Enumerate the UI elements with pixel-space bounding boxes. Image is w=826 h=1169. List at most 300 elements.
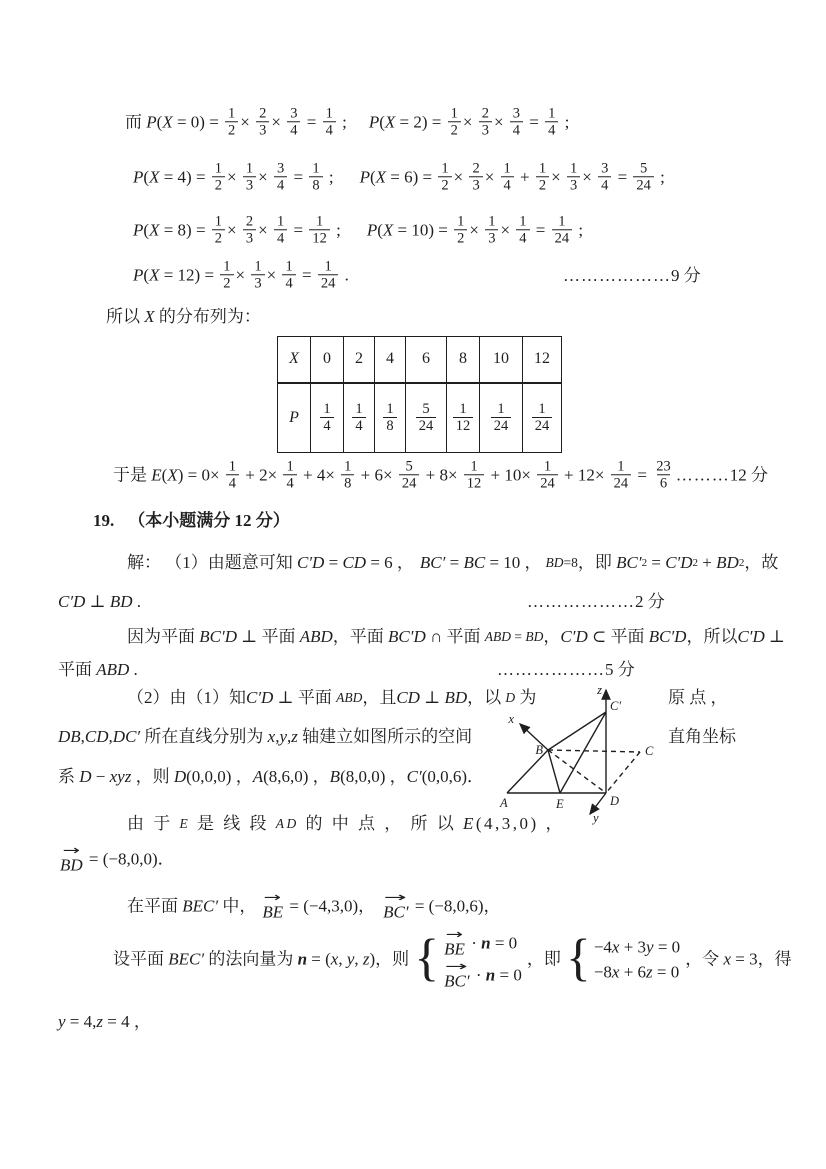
fraction-denominator: 3 (567, 177, 580, 194)
text-run: = (647, 552, 666, 572)
solution-2-line1-right (668, 688, 728, 708)
fraction-denominator: 24 (532, 417, 553, 434)
fraction-numerator: 1 (325, 105, 333, 122)
fraction-numerator: 1 (543, 458, 552, 475)
text-run: (8,6,0) ， (263, 766, 330, 786)
text-run: ( (161, 464, 168, 484)
fraction-denominator: 3 (243, 177, 256, 194)
text-run: , (80, 726, 85, 746)
text-run: + 12× (559, 464, 609, 484)
text-run: D (173, 766, 187, 786)
text-run: ，所以 (686, 626, 738, 646)
vector-base: BC′ (444, 971, 470, 991)
text-run: × (484, 166, 499, 186)
fraction-numerator: 1 (569, 160, 578, 177)
prob-line-x0-x2 (125, 105, 569, 138)
text-run: P (359, 166, 370, 186)
x-value-cell (406, 337, 447, 383)
p-value-cell (375, 383, 406, 453)
x-label: X (289, 350, 299, 368)
text-run: = 0 (490, 933, 518, 953)
fraction-numerator: 2 (245, 213, 254, 230)
diagram-label-y: y (593, 811, 599, 825)
score-5 (497, 660, 635, 680)
fraction-numerator: 2 (259, 105, 267, 122)
text-run: )，则 (369, 949, 410, 969)
text-run: + 6 (619, 962, 647, 982)
text-run: 2 分 (635, 591, 665, 611)
text-run: 19. (93, 510, 115, 530)
fraction-numerator: 5 (405, 458, 413, 475)
text-run: 而 (125, 111, 147, 131)
text-run: × (469, 219, 484, 239)
x-value: 12 (534, 350, 550, 368)
fraction (309, 213, 330, 246)
text-run: x (723, 949, 731, 969)
text-run: × (235, 264, 250, 284)
text-run: 5 分 (605, 659, 635, 679)
x-value: 10 (493, 350, 509, 368)
text-run: 在平面 (127, 896, 183, 916)
text-run: , (354, 949, 363, 969)
fraction-denominator: 2 (448, 122, 461, 139)
fraction (479, 105, 492, 138)
diagram-hidden-edge (548, 750, 606, 793)
text-run: P (133, 219, 144, 239)
solution-1-line3 (127, 627, 785, 647)
text-run: = 3，得 (730, 949, 792, 969)
text-run: ⊥ 平面 (236, 626, 300, 646)
fraction-denominator: 4 (283, 475, 296, 492)
text-run: ; (337, 111, 347, 131)
text-run: = (445, 552, 464, 572)
fraction-denominator: 4 (352, 417, 365, 434)
fraction-denominator: 4 (282, 275, 295, 292)
fraction (323, 105, 336, 138)
fraction (256, 105, 269, 138)
fraction-denominator: 4 (226, 475, 239, 492)
distribution-intro (106, 307, 261, 327)
text-run: = (289, 219, 308, 239)
diagram-hidden-edge (548, 750, 640, 752)
diagram-label-x: x (508, 712, 514, 726)
text-run: C′D (58, 591, 86, 611)
text-run: ⊥ (85, 591, 110, 611)
fraction-denominator: 4 (545, 122, 558, 139)
text-run: ABD (299, 626, 333, 646)
fraction-numerator: 1 (228, 105, 236, 122)
fraction-numerator: 1 (386, 401, 394, 418)
fraction (552, 213, 573, 246)
text-run: = 2) = (395, 111, 446, 131)
text-run: = (511, 628, 526, 644)
text-run: C′D (246, 687, 274, 707)
text-run: BC′D (648, 626, 687, 646)
prob-line-x8-x10 (133, 213, 583, 246)
solution-2-line2-right (668, 727, 736, 747)
text-run: 为 (515, 687, 537, 707)
text-run: X (167, 464, 178, 484)
text-run: 设平面 (113, 949, 169, 969)
text-run: × (258, 166, 272, 186)
fraction-denominator: 4 (287, 122, 300, 139)
fraction-numerator: 3 (290, 105, 298, 122)
text-run: . (129, 659, 138, 679)
text-run: = 6) = (386, 166, 437, 186)
text-run: C′D (665, 552, 693, 572)
text-run: , (275, 726, 280, 746)
fraction-denominator: 24 (416, 417, 437, 434)
text-run: ; (560, 111, 570, 131)
text-run: , (338, 949, 347, 969)
fraction (283, 458, 296, 491)
x-value-cell (447, 337, 480, 383)
text-run: = 10) = (393, 219, 453, 239)
diagram-axis (520, 724, 548, 750)
fraction-denominator: 12 (464, 475, 485, 492)
text-run: x (611, 962, 620, 982)
fraction (532, 401, 553, 434)
fraction-denominator: 4 (274, 177, 287, 194)
text-run: × (258, 219, 272, 239)
fraction (226, 458, 239, 491)
text-run: ABD (336, 689, 363, 705)
text-run: (0,0,6)． (421, 766, 485, 786)
vector-arrow-icon: → (263, 890, 282, 906)
diagram-label-E: E (556, 797, 564, 811)
vector (444, 927, 465, 959)
solution-1-line1: 解： （1）由题意可知 C′D = CD = 6 ， BC′ = BC = 10 ， BD =8 ，即 BC′ 2 = C′D 2 + BD 2 ，故 (127, 552, 779, 572)
text-run: ∩ 平面 (425, 626, 485, 646)
text-run: ; (574, 219, 584, 239)
text-run: ( (377, 219, 383, 239)
text-run: ⊥ 平面 (273, 687, 337, 707)
text-run: E (179, 815, 191, 831)
text-run: 中， (218, 896, 257, 916)
text-run: x (611, 937, 620, 957)
text-run: = 0 (495, 965, 522, 985)
fraction (537, 458, 558, 491)
solution-1-line4 (58, 660, 138, 680)
text-run: × (227, 166, 241, 186)
fraction-denominator: 3 (243, 230, 256, 247)
text-run: D (505, 689, 516, 705)
p-value-cell (523, 383, 562, 453)
vector-base: BE (444, 939, 465, 959)
prob-line-x12 (133, 258, 349, 291)
diagram-label-A: A (500, 796, 508, 810)
text-run: C′D (297, 552, 325, 572)
text-run: ，故 (744, 552, 779, 572)
left-brace-icon: { (414, 929, 440, 986)
x-value: 2 (355, 350, 363, 368)
text-run: ; (324, 166, 334, 186)
text-run: z (646, 962, 653, 982)
expectation-line (113, 458, 768, 491)
text-run: DB (58, 726, 81, 746)
fraction (453, 401, 474, 434)
text-run: z (96, 1011, 104, 1031)
fraction-denominator: 4 (501, 177, 514, 194)
fraction-numerator: 23 (656, 458, 671, 475)
fraction (469, 160, 482, 193)
text-run: = (324, 552, 343, 572)
p-value-cell (344, 383, 375, 453)
fraction (416, 401, 437, 434)
text-run: n (297, 949, 308, 969)
fraction (545, 105, 558, 138)
fraction-numerator: 2 (481, 105, 489, 122)
text-run: = 4, (65, 1011, 97, 1031)
text-run: P (133, 166, 144, 186)
fraction-denominator: 3 (479, 122, 492, 139)
fraction (567, 160, 580, 193)
fraction-numerator: 1 (457, 213, 465, 230)
fraction-numerator: 1 (450, 105, 458, 122)
dotted-leader: ……………… (527, 591, 635, 611)
text-run: X (144, 306, 155, 326)
text-run: −4 (593, 937, 612, 957)
fraction (653, 458, 674, 491)
fraction-denominator: 4 (598, 177, 611, 194)
fraction-numerator: 1 (344, 458, 352, 475)
fraction-denominator: 4 (274, 230, 287, 247)
fraction (212, 213, 225, 246)
fraction-denominator: 2 (438, 177, 451, 194)
fraction-denominator: 12 (309, 230, 330, 247)
solution-2-line7 (113, 927, 792, 991)
text-run: . (340, 264, 349, 284)
text-run: BD (716, 552, 739, 572)
dotted-leader: ……………… (563, 265, 671, 285)
fraction (516, 213, 529, 246)
solution-2-line8 (58, 1012, 151, 1032)
fraction (318, 258, 339, 291)
fraction (341, 458, 354, 491)
fraction-denominator: 2 (536, 177, 549, 194)
fraction-numerator: 1 (312, 160, 320, 177)
text-run: xyz (109, 766, 132, 786)
text-run: X (149, 166, 160, 186)
text-run: + 2× (241, 464, 282, 484)
fraction-numerator: 1 (324, 258, 332, 275)
fraction-numerator: 3 (276, 160, 285, 177)
text-run: z (291, 726, 298, 746)
fraction-denominator: 4 (320, 417, 333, 434)
text-run: (0,0,0) ， (186, 766, 253, 786)
fraction-denominator: 24 (611, 475, 632, 492)
text-run: BC′ (419, 552, 446, 572)
fraction-numerator: 1 (548, 105, 556, 122)
text-run: C′D (560, 626, 588, 646)
text-run: × (266, 264, 281, 284)
p-label-cell (278, 383, 311, 453)
text-run: ⊂ 平面 (587, 626, 649, 646)
fraction (225, 105, 238, 138)
text-run: 的法向量为 (204, 949, 298, 969)
text-run: · (466, 933, 482, 953)
vector (60, 843, 83, 875)
fraction-numerator: 1 (285, 258, 293, 275)
text-run: ABD (484, 628, 512, 644)
fraction-denominator: 24 (318, 275, 339, 292)
text-run: + 4× (298, 464, 340, 484)
text-run: CD (84, 726, 109, 746)
fraction (243, 213, 256, 246)
fraction-denominator: 4 (516, 230, 529, 247)
text-run: × (551, 166, 565, 186)
text-run: 原 点 ， (668, 687, 728, 707)
fraction-numerator: 3 (601, 160, 609, 177)
x-value-cell (523, 337, 562, 383)
text-run: BC (463, 552, 486, 572)
text-run: × (493, 111, 508, 131)
diagram-label-D: D (610, 794, 620, 808)
x-value-cell (344, 337, 375, 383)
diagram-edge (560, 712, 606, 793)
text-run: + 3 (619, 937, 647, 957)
fraction (309, 160, 322, 193)
text-run: = (302, 111, 321, 131)
fraction-numerator: 1 (538, 160, 547, 177)
vector-base: BE (262, 902, 284, 922)
fraction-denominator: 2 (225, 122, 238, 139)
text-run: 是 线 段 (190, 813, 276, 833)
fraction-numerator: 1 (223, 258, 231, 275)
fraction (464, 458, 485, 491)
text-run: = ( (307, 949, 331, 969)
diagram-hidden-edge (606, 752, 640, 793)
fraction (491, 401, 512, 434)
text-run: + (698, 552, 717, 572)
text-run: B (329, 766, 341, 786)
fraction (448, 105, 461, 138)
fraction-denominator: 3 (256, 122, 269, 139)
solution-2-line2 (58, 727, 472, 747)
fraction-numerator: 1 (497, 401, 505, 418)
text-run: BC′ (616, 552, 642, 572)
text-run: = (289, 166, 308, 186)
text-run: y (346, 949, 355, 969)
text-run: BD (545, 554, 564, 570)
fraction (287, 105, 300, 138)
fraction-denominator: 8 (383, 417, 396, 434)
text-run: = (−8,0,0)． (84, 849, 175, 869)
text-run: 解： （1）由题意可知 (127, 552, 297, 572)
text-run: X (162, 111, 173, 131)
text-run: × (582, 166, 597, 186)
text-run: X (375, 166, 387, 186)
text-run: (8,0,0) ， (340, 766, 407, 786)
text-run: BD (525, 628, 544, 644)
text-run: + 10× (486, 464, 536, 484)
text-run: · (471, 965, 486, 985)
fraction-numerator: 1 (538, 401, 546, 418)
text-run: × (227, 219, 241, 239)
text-run: ( (143, 219, 150, 239)
fraction-numerator: 1 (323, 401, 331, 418)
fraction-numerator: 1 (519, 213, 527, 230)
text-run: = 6 ， (366, 552, 414, 572)
fraction (320, 401, 333, 434)
text-run: X (382, 219, 394, 239)
text-run: = (297, 264, 316, 284)
text-run: ，且 (362, 687, 397, 707)
fraction-numerator: 1 (276, 213, 285, 230)
fraction-numerator: 1 (245, 160, 254, 177)
diagram-label-Cp: C′ (610, 699, 622, 713)
vector (262, 890, 284, 922)
text-run: ，即 (526, 949, 561, 969)
x-value: 4 (386, 350, 394, 368)
fraction-numerator: 1 (503, 160, 511, 177)
text-run: x (330, 949, 339, 969)
fraction-denominator: 2 (212, 177, 225, 194)
vector-arrow-icon: → (445, 959, 469, 975)
diagram-edge (548, 750, 560, 793)
text-run: z (362, 949, 370, 969)
text-run: X (149, 264, 160, 284)
text-run: = 12) = (159, 264, 219, 284)
fraction-numerator: 1 (488, 213, 496, 230)
text-run: × (240, 111, 255, 131)
text-run: ⊥ (419, 687, 445, 707)
text-run: E (463, 813, 476, 833)
diagram-edge (548, 712, 606, 750)
fraction (274, 213, 287, 246)
fraction-numerator: 1 (617, 458, 625, 475)
fraction-numerator: 1 (459, 401, 467, 418)
problem-19-heading (93, 511, 290, 531)
text-run: D (79, 766, 92, 786)
text-run: ; (331, 219, 341, 239)
vector-arrow-icon: → (445, 927, 464, 943)
fraction-denominator: 6 (657, 475, 670, 492)
fraction (220, 258, 233, 291)
x-value: 8 (459, 350, 467, 368)
left-brace-icon: { (565, 929, 591, 986)
text-run: ( (369, 166, 376, 186)
fraction (352, 401, 365, 434)
text-run: ( (143, 166, 150, 186)
fraction-numerator: 1 (315, 213, 324, 230)
fraction-numerator: 1 (214, 160, 223, 177)
text-run: P (146, 111, 157, 131)
text-run: n (481, 933, 491, 953)
text-run: ( (156, 111, 163, 131)
text-run: C′ (406, 766, 422, 786)
fraction (536, 160, 549, 193)
p-label: P (289, 408, 299, 426)
text-run: E (151, 464, 162, 484)
fraction (212, 160, 225, 193)
text-run: P (366, 219, 378, 239)
dotted-leader: ……… (675, 464, 730, 484)
text-run: = 10 ， (485, 552, 542, 572)
fraction-numerator: 2 (472, 160, 480, 177)
diagram-label-C: C (645, 744, 654, 758)
fraction-denominator: 3 (469, 177, 482, 194)
text-run: BC′D (388, 626, 426, 646)
p-value-cell (480, 383, 523, 453)
text-run: = (633, 464, 652, 484)
text-run: 9 分 (671, 265, 701, 285)
text-run: 平面 (58, 659, 97, 679)
text-run: X (149, 219, 160, 239)
fraction (399, 458, 420, 491)
fraction-numerator: 1 (286, 458, 294, 475)
vector (383, 890, 409, 922)
